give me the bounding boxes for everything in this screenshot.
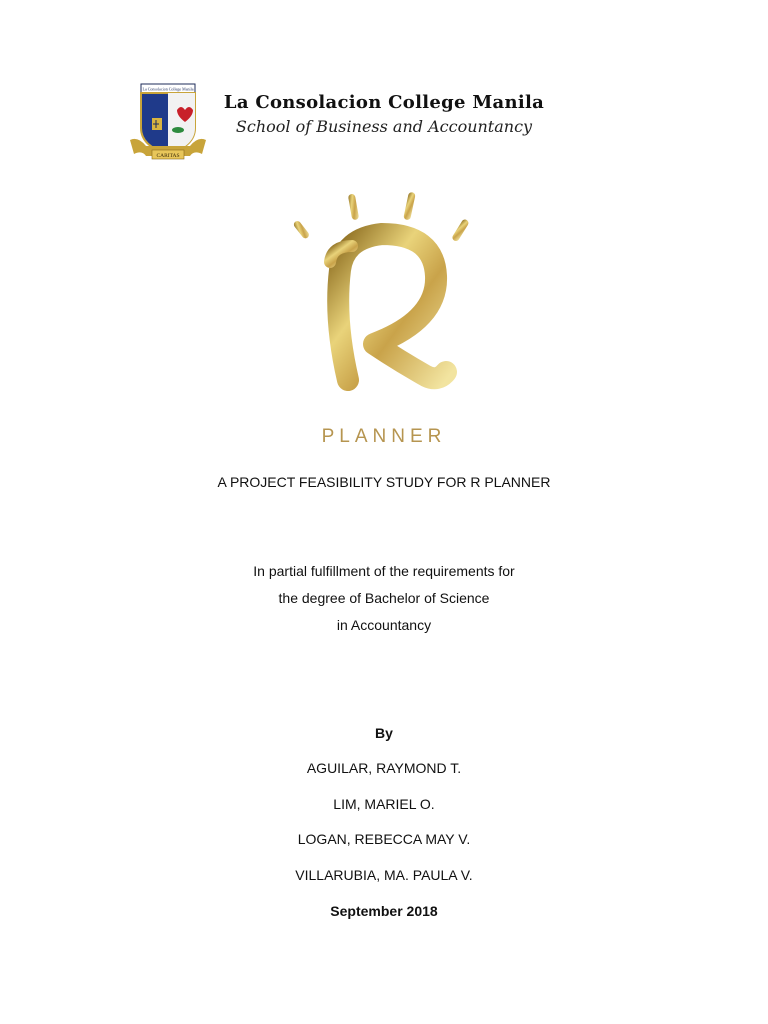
school-name: School of Business and Accountancy [235, 117, 533, 136]
crest-banner-text: La Consolacion College Manila [142, 86, 194, 92]
fulfillment-line-1: In partial fulfillment of the requirements for [253, 563, 515, 579]
r-planner-logo [278, 180, 490, 455]
crest-motto-text: CARITAS [156, 153, 180, 159]
document-title: A PROJECT FEASIBILITY STUDY FOR R PLANNER [217, 474, 551, 490]
fulfillment-line-2: the degree of Bachelor of Science [278, 590, 490, 606]
author-name: VILLARUBIA, MA. PAULA V. [295, 867, 473, 883]
planner-wordmark: PLANNER [321, 426, 447, 447]
author-name: LOGAN, REBECCA MAY V. [297, 831, 471, 847]
college-name: La Consolacion College Manila [223, 92, 545, 113]
author-name: LIM, MARIEL O. [333, 796, 435, 812]
by-label: By [375, 725, 393, 741]
submission-date: September 2018 [330, 903, 438, 919]
author-name: AGUILAR, RAYMOND T. [306, 760, 462, 776]
script-r-letter [330, 234, 446, 380]
fulfillment-line-3: in Accountancy [336, 617, 432, 633]
